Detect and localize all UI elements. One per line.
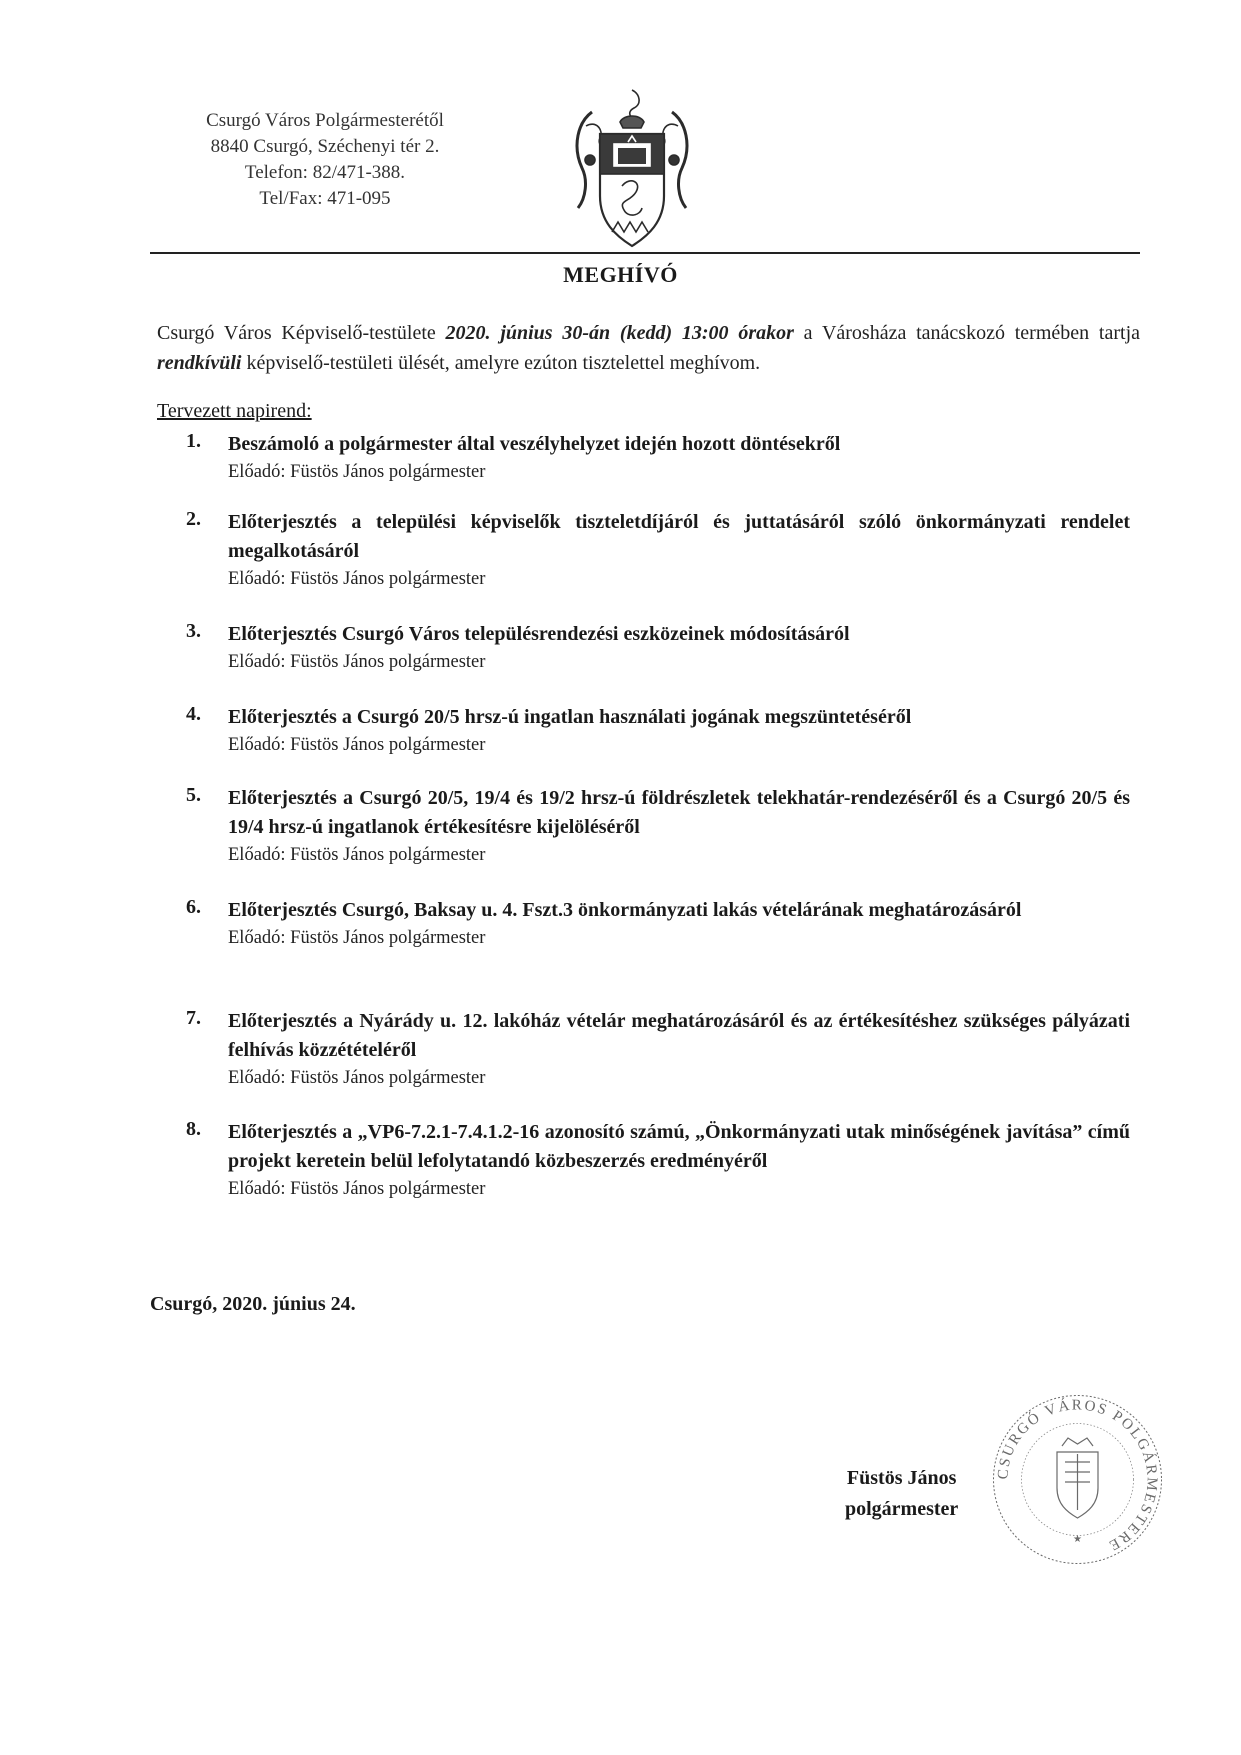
agenda-item [186,703,1130,759]
agenda-item-title: Előterjesztés a Nyárády u. 12. lakóház vételár meghatározásáról és az értékesítéshez szükséges pályázati felhívás közzétételéről [228,1010,1130,1061]
letterhead-line: Csurgó Város Polgármesterétől [206,110,444,131]
agenda-item-number: 7. [186,1007,201,1029]
agenda-item [186,430,1130,486]
letterhead [150,108,500,212]
seal-text: CSURGÓ VÁROS POLGÁRMESTERE [995,1397,1160,1554]
agenda-item-title: Előterjesztés a települési képviselők tiszteletdíjáról és juttatásáról szóló önkormányzati rendelet megalkotásáról [228,511,1130,562]
agenda-item-title: Előterjesztés Csurgó, Baksay u. 4. Fszt.3 önkormányzati lakás vételárának meghatározásáról [228,899,1022,921]
agenda-item [186,784,1130,869]
agenda-item-presenter: Előadó: Füstös János polgármester [228,845,486,865]
agenda-item [186,620,1130,676]
agenda-item-presenter: Előadó: Füstös János polgármester [228,735,486,755]
date-line: Csurgó, 2020. június 24. [150,1293,356,1315]
header-divider [150,252,1140,254]
agenda-item-presenter: Előadó: Füstös János polgármester [228,652,486,672]
agenda-item-title: Előterjesztés Csurgó Város településrendezési eszközeinek módosításáról [228,623,850,645]
agenda-item [186,508,1130,593]
agenda-item-number: 4. [186,703,201,725]
intro-paragraph [157,318,1140,378]
svg-text:★: ★ [1073,1534,1082,1545]
intro-text: a Városháza tanácskozó termében tartja [793,322,1141,344]
agenda-item [186,896,1130,952]
agenda-item-presenter: Előadó: Füstös János polgármester [228,462,486,482]
official-seal-icon [990,1392,1165,1567]
agenda-item-presenter: Előadó: Füstös János polgármester [228,1179,486,1199]
agenda-item-title: Előterjesztés a Csurgó 20/5, 19/4 és 19/2 hrsz-ú földrészletek telekhatár-rendezéséről és a Csurgó 20/5 és 19/4 hrsz-ú ingatlanok értékesítésre kijelöléséről [228,787,1130,838]
session-type: rendkívüli [157,352,242,374]
letterhead-line: Tel/Fax: 471-095 [259,188,391,209]
agenda-item [186,1007,1130,1092]
agenda-item-number: 8. [186,1118,201,1140]
signatory-role: polgármester [845,1498,959,1520]
document-title: MEGHÍVÓ [563,262,678,287]
agenda-item [186,1118,1130,1203]
intro-text: Csurgó Város Képviselő-testülete [157,322,446,344]
agenda-item-number: 6. [186,896,201,918]
coat-of-arms-icon [562,82,702,262]
letterhead-line: 8840 Csurgó, Széchenyi tér 2. [210,136,440,157]
agenda-heading: Tervezett napirend: [157,400,312,422]
agenda-item-title: Beszámoló a polgármester által veszélyhelyzet idején hozott döntésekről [228,433,841,455]
agenda-item-presenter: Előadó: Füstös János polgármester [228,569,486,589]
agenda-item-number: 1. [186,430,201,452]
agenda-item-number: 2. [186,508,201,530]
intro-text: képviselő-testületi ülését, amelyre ezúton tisztelettel meghívom. [241,352,761,374]
meeting-datetime: 2020. június 30-án (kedd) 13:00 órakor [445,322,794,344]
agenda-item-number: 5. [186,784,201,806]
agenda-item-presenter: Előadó: Füstös János polgármester [228,928,486,948]
agenda-item-number: 3. [186,620,201,642]
agenda-item-presenter: Előadó: Füstös János polgármester [228,1068,486,1088]
signature-block [845,1463,958,1525]
agenda-item-title: Előterjesztés a „VP6-7.2.1-7.4.1.2-16 azonosító számú, „Önkormányzati utak minőségének javítása” című projekt keretein belül lefolytatandó közbeszerzés eredményéről [228,1121,1130,1172]
agenda-item-title: Előterjesztés a Csurgó 20/5 hrsz-ú ingatlan használati jogának megszüntetéséről [228,706,912,728]
signatory-name: Füstös János [846,1467,957,1489]
letterhead-line: Telefon: 82/471-388. [244,162,406,183]
